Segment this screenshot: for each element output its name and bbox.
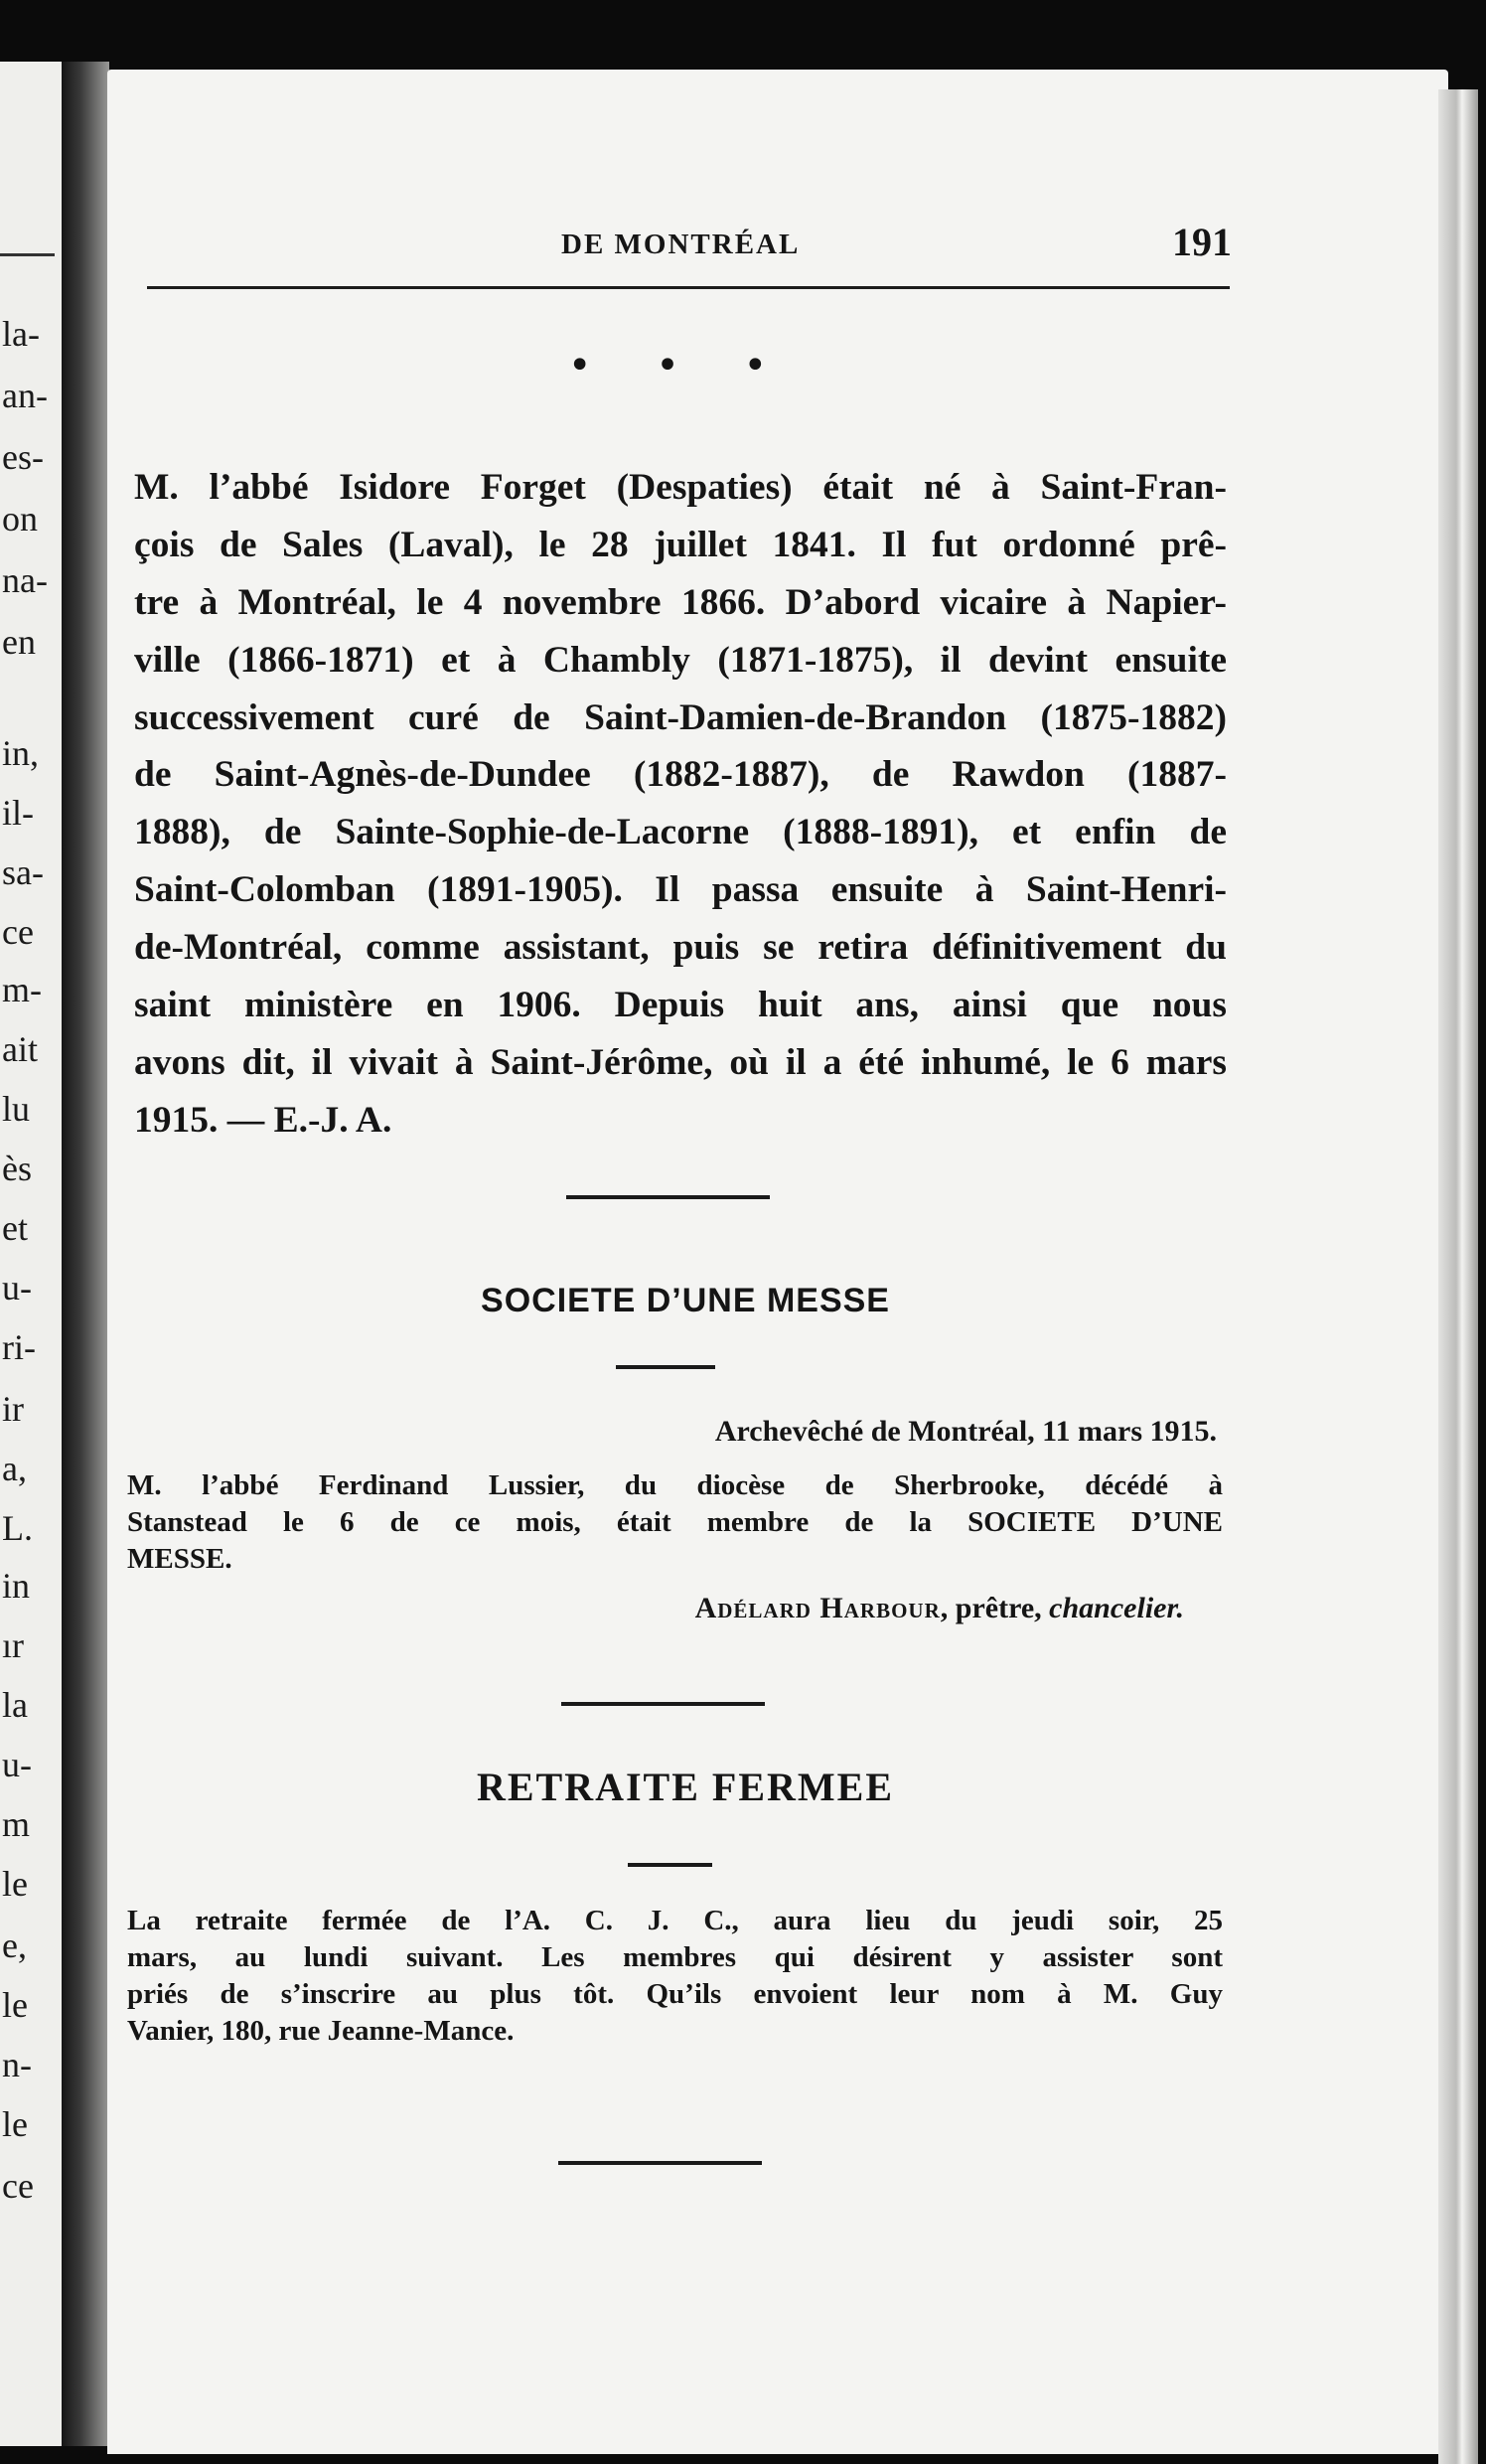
signature-name: Adélard Harbour <box>694 1592 941 1624</box>
societe-notice <box>127 1467 1223 1578</box>
left-page-fragment: il- <box>2 793 34 833</box>
obituary-paragraph <box>134 459 1227 1150</box>
left-page-fragment: le <box>2 2104 28 2144</box>
left-page-fragment: e, <box>2 1925 27 1965</box>
header-rule <box>147 286 1230 289</box>
text-line: MESSE. <box>127 1543 232 1575</box>
left-page-fragment: in, <box>2 733 40 773</box>
section-rule <box>558 2161 762 2165</box>
left-page-fragment: le <box>2 1985 28 2025</box>
text-line: 1915. — E.-J. A. <box>134 1099 392 1141</box>
section-rule <box>566 1195 770 1199</box>
left-page-fragment: es- <box>2 437 44 477</box>
text-line: tre à Montréal, le 4 novembre 1866. D’abord vicaire à Napier- <box>134 581 1227 623</box>
book-page <box>107 70 1448 2454</box>
text-line: de Saint-Agnès-de-Dundee (1882-1887), de Rawdon (1887- <box>134 754 1227 796</box>
left-page-fragment: on <box>2 499 38 539</box>
running-title: DE MONTRÉAL <box>561 229 801 260</box>
societe-heading: SOCIETE D’UNE MESSE <box>481 1282 890 1319</box>
text-line: de-Montréal, comme assistant, puis se retira définitivement du <box>134 927 1227 969</box>
left-page-fragment: et <box>2 1208 28 1248</box>
text-line: çois de Sales (Laval), le 28 juillet 1841. Il fut ordonné prê- <box>134 524 1227 565</box>
dateline: Archevêché de Montréal, 11 mars 1915. <box>714 1415 1217 1448</box>
left-page-fragment: m- <box>2 970 42 1009</box>
text-line: Vanier, 180, rue Jeanne-Mance. <box>127 2015 515 2047</box>
left-page-fragment: in <box>2 1566 31 1606</box>
left-page-fragment: en <box>2 622 36 662</box>
text-line: ville (1866-1871) et à Chambly (1871-1875), il devint ensuite <box>134 639 1227 681</box>
left-page-fragment: ait <box>2 1029 38 1069</box>
left-page-fragment: an- <box>2 376 48 415</box>
left-page-fragment: la <box>2 1685 28 1725</box>
text-line: saint ministère en 1906. Depuis huit ans, ainsi que nous <box>134 985 1227 1026</box>
page-number: 191 <box>1172 220 1232 264</box>
heading-rule <box>628 1863 712 1867</box>
retraite-heading: RETRAITE FERMEE <box>476 1765 895 1809</box>
left-page-fragment: ès <box>2 1149 32 1188</box>
left-page-edge <box>0 62 62 2446</box>
left-page-fragment: ır <box>2 1625 24 1665</box>
heading-rule <box>616 1365 715 1369</box>
signature-title: chancelier. <box>1049 1592 1184 1624</box>
text-line: avons dit, il vivait à Saint-Jérôme, où il a été inhumé, le 6 mars <box>134 1041 1227 1083</box>
left-page-fragment: L. <box>2 1508 33 1548</box>
text-line: La retraite fermée de l’A. C. J. C., aura lieu du jeudi soir, 25 <box>127 1905 1223 1936</box>
left-page-fragment: n- <box>2 2045 32 2084</box>
left-page-fragment: ce <box>2 912 34 952</box>
left-page-fragment: u- <box>2 1745 32 1784</box>
text-line: Stanstead le 6 de ce mois, était membre de la SOCIETE D’UNE <box>127 1506 1223 1538</box>
left-page-fragment: lu <box>2 1089 31 1129</box>
left-page-fragment: na- <box>2 560 48 600</box>
text-line: successivement curé de Saint-Damien-de-Brandon (1875-1882) <box>134 696 1227 738</box>
text-line: mars, au lundi suivant. Les membres qui désirent y assister sont <box>127 1941 1223 1973</box>
signature <box>576 1590 1184 1626</box>
section-rule <box>561 1702 765 1706</box>
page-edge-right <box>1438 89 1478 2464</box>
text-line: Saint-Colomban (1891-1905). Il passa ensuite à Saint-Henri- <box>134 869 1227 911</box>
left-page-rule <box>0 253 55 256</box>
left-page-fragment: ce <box>2 2166 34 2206</box>
left-page-fragment: u- <box>2 1268 32 1308</box>
book-gutter <box>62 62 109 2446</box>
left-page-fragment: la- <box>2 314 40 354</box>
left-page-fragment: ri- <box>2 1327 36 1367</box>
text-line: M. l’abbé Ferdinand Lussier, du diocèse de Sherbrooke, décédé à <box>127 1469 1223 1501</box>
left-page-fragment: le <box>2 1864 28 1904</box>
section-separator-dots: • • • <box>567 343 794 388</box>
text-line: M. l’abbé Isidore Forget (Despaties) était né à Saint-Fran- <box>134 467 1227 508</box>
retraite-notice <box>127 1903 1223 2050</box>
left-page-fragment: m <box>2 1804 31 1844</box>
signature-role: , prêtre, <box>940 1592 1050 1624</box>
left-page-fragment: ir <box>2 1389 24 1429</box>
text-line: 1888), de Sainte-Sophie-de-Lacorne (1888-1891), et enfin de <box>134 812 1227 853</box>
left-page-fragment: a, <box>2 1449 27 1488</box>
text-line: priés de s’inscrire au plus tôt. Qu’ils envoient leur nom à M. Guy <box>127 1978 1223 2010</box>
left-page-fragment: sa- <box>2 852 44 892</box>
